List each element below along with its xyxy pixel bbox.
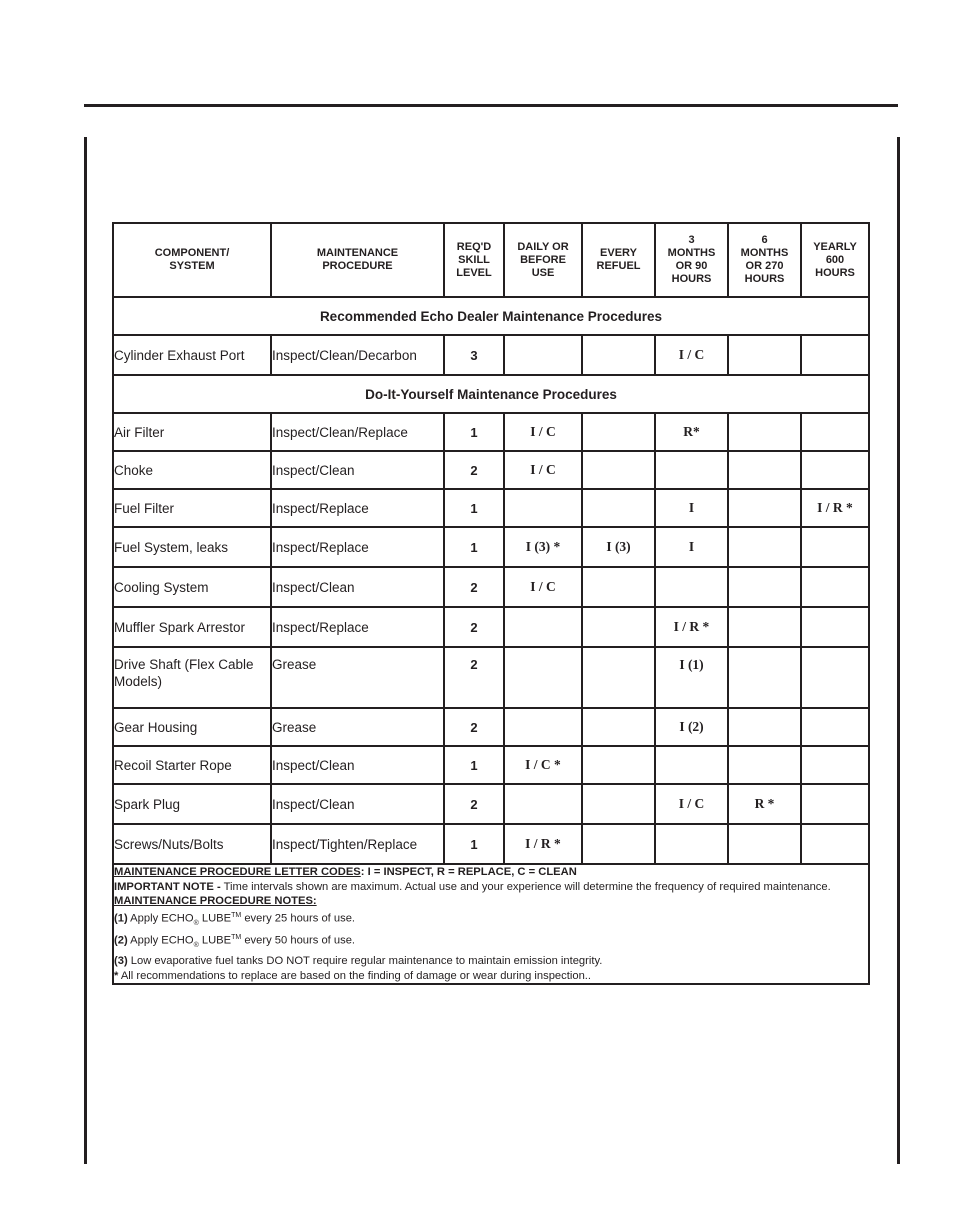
note-2: [114, 931, 868, 954]
yearly-cell: [801, 746, 869, 784]
letter-codes-label: MAINTENANCE PROCEDURE LETTER CODES: [114, 866, 361, 878]
yearly-cell: [801, 824, 869, 864]
daily-cell: I (3) *: [504, 527, 582, 567]
6-months-cell: [728, 451, 801, 489]
section-row-diy: [113, 375, 869, 413]
component-cell: Cooling System: [113, 567, 271, 607]
yearly-cell: [801, 527, 869, 567]
procedure-cell: Inspect/Replace: [271, 489, 444, 527]
header-daily: DAILY OR BEFORE USE: [504, 223, 582, 297]
skill-cell: 3: [444, 335, 504, 375]
refuel-cell: [582, 824, 655, 864]
refuel-cell: [582, 567, 655, 607]
table-row: [113, 527, 869, 567]
component-cell: Gear Housing: [113, 708, 271, 746]
trademark-mark: TM: [231, 911, 242, 919]
important-note-text: Time intervals shown are maximum. Actual use and your experience will determine the frequency of required maintenance.: [220, 880, 831, 893]
trademark-mark: TM: [231, 934, 242, 942]
3-months-cell: [655, 451, 728, 489]
header-row: [113, 223, 869, 297]
table-row: [113, 824, 869, 864]
note-star: [114, 969, 868, 984]
daily-cell: [504, 647, 582, 708]
6-months-cell: [728, 413, 801, 451]
refuel-cell: I (3): [582, 527, 655, 567]
procedure-cell: Inspect/Clean/Decarbon: [271, 335, 444, 375]
skill-cell: 2: [444, 607, 504, 647]
top-rule: [84, 104, 898, 107]
maintenance-table: [112, 222, 870, 985]
note-1-label: (1): [114, 912, 128, 925]
6-months-cell: [728, 567, 801, 607]
refuel-cell: [582, 746, 655, 784]
3-months-cell: [655, 746, 728, 784]
note-1-text-c: every 25 hours of use.: [241, 912, 356, 925]
letter-codes-text: : I = INSPECT, R = REPLACE, C = CLEAN: [360, 866, 577, 878]
table-row: [113, 451, 869, 489]
component-cell: Recoil Starter Rope: [113, 746, 271, 784]
header-component: COMPONENT/ SYSTEM: [113, 223, 271, 297]
component-cell: Spark Plug: [113, 784, 271, 824]
note-star-text: All recommendations to replace are based on the finding of damage or wear during inspection..: [118, 969, 592, 982]
table-row: [113, 567, 869, 607]
note-3-text: Low evaporative fuel tanks DO NOT require regular maintenance to maintain emission integrity.: [127, 954, 603, 967]
yearly-cell: [801, 335, 869, 375]
refuel-cell: [582, 708, 655, 746]
yearly-cell: [801, 451, 869, 489]
daily-cell: [504, 784, 582, 824]
registered-mark: ®: [193, 942, 199, 950]
refuel-cell: [582, 784, 655, 824]
table-row: [113, 489, 869, 527]
note-1-text-a: Apply ECHO: [127, 912, 194, 925]
yearly-cell: [801, 413, 869, 451]
procedure-cell: Grease: [271, 708, 444, 746]
skill-cell: 2: [444, 647, 504, 708]
component-cell: Choke: [113, 451, 271, 489]
header-skill-level: REQ'D SKILL LEVEL: [444, 223, 504, 297]
note-1-text-b: LUBE: [198, 912, 232, 925]
3-months-cell: [655, 567, 728, 607]
table-row: [113, 335, 869, 375]
letter-codes-line: [114, 865, 868, 880]
component-cell: Cylinder Exhaust Port: [113, 335, 271, 375]
section-title-diy: Do-It-Yourself Maintenance Procedures: [113, 375, 869, 413]
yearly-cell: [801, 647, 869, 708]
note-3: [114, 954, 868, 969]
skill-cell: 1: [444, 489, 504, 527]
table-row: [113, 708, 869, 746]
procedure-cell: Inspect/Clean: [271, 746, 444, 784]
right-margin-rule: [897, 137, 900, 1164]
skill-cell: 2: [444, 451, 504, 489]
refuel-cell: [582, 413, 655, 451]
daily-cell: I / C: [504, 451, 582, 489]
note-star-label: *: [114, 969, 119, 982]
header-procedure: MAINTENANCE PROCEDURE: [271, 223, 444, 297]
6-months-cell: [728, 746, 801, 784]
header-every-refuel: EVERY REFUEL: [582, 223, 655, 297]
note-2-label: (2): [114, 935, 128, 948]
component-cell: Muffler Spark Arrestor: [113, 607, 271, 647]
refuel-cell: [582, 451, 655, 489]
yearly-cell: [801, 567, 869, 607]
left-margin-rule: [84, 137, 87, 1164]
procedure-cell: Grease: [271, 647, 444, 708]
skill-cell: 1: [444, 527, 504, 567]
important-note-label: IMPORTANT NOTE -: [114, 880, 221, 893]
yearly-cell: I / R *: [801, 489, 869, 527]
table-row: [113, 746, 869, 784]
procedure-cell: Inspect/Clean: [271, 784, 444, 824]
header-yearly: YEARLY 600 HOURS: [801, 223, 869, 297]
note-3-label: (3): [114, 954, 128, 967]
section-title-dealer: Recommended Echo Dealer Maintenance Procedures: [113, 297, 869, 335]
procedure-cell: Inspect/Replace: [271, 527, 444, 567]
daily-cell: [504, 708, 582, 746]
daily-cell: I / C *: [504, 746, 582, 784]
3-months-cell: I / R *: [655, 607, 728, 647]
6-months-cell: [728, 335, 801, 375]
6-months-cell: [728, 607, 801, 647]
table-row: [113, 647, 869, 708]
6-months-cell: [728, 527, 801, 567]
3-months-cell: I / C: [655, 784, 728, 824]
refuel-cell: [582, 647, 655, 708]
daily-cell: I / R *: [504, 824, 582, 864]
section-row-dealer: [113, 297, 869, 335]
component-cell: Air Filter: [113, 413, 271, 451]
daily-cell: [504, 335, 582, 375]
6-months-cell: [728, 824, 801, 864]
3-months-cell: I / C: [655, 335, 728, 375]
6-months-cell: [728, 489, 801, 527]
notes-cell: [113, 864, 869, 984]
yearly-cell: [801, 708, 869, 746]
daily-cell: [504, 489, 582, 527]
3-months-cell: I (1): [655, 647, 728, 708]
daily-cell: I / C: [504, 567, 582, 607]
refuel-cell: [582, 607, 655, 647]
daily-cell: [504, 607, 582, 647]
procedure-cell: Inspect/Tighten/Replace: [271, 824, 444, 864]
3-months-cell: [655, 824, 728, 864]
3-months-cell: R*: [655, 413, 728, 451]
skill-cell: 1: [444, 746, 504, 784]
6-months-cell: R *: [728, 784, 801, 824]
component-cell: Drive Shaft (Flex Cable Models): [113, 647, 271, 708]
yearly-cell: [801, 607, 869, 647]
component-cell: Fuel Filter: [113, 489, 271, 527]
skill-cell: 1: [444, 413, 504, 451]
table-row: [113, 607, 869, 647]
header-6-months: 6 MONTHS OR 270 HOURS: [728, 223, 801, 297]
3-months-cell: I (2): [655, 708, 728, 746]
note-2-text-c: every 50 hours of use.: [241, 935, 356, 948]
6-months-cell: [728, 647, 801, 708]
daily-cell: I / C: [504, 413, 582, 451]
registered-mark: ®: [193, 919, 199, 927]
skill-cell: 2: [444, 567, 504, 607]
skill-cell: 2: [444, 708, 504, 746]
procedure-cell: Inspect/Clean: [271, 451, 444, 489]
important-note: [114, 880, 868, 895]
refuel-cell: [582, 335, 655, 375]
note-1: [114, 909, 868, 932]
6-months-cell: [728, 708, 801, 746]
table-row: [113, 784, 869, 824]
component-cell: Fuel System, leaks: [113, 527, 271, 567]
table-row: [113, 413, 869, 451]
skill-cell: 2: [444, 784, 504, 824]
header-3-months: 3 MONTHS OR 90 HOURS: [655, 223, 728, 297]
note-2-text-b: LUBE: [198, 935, 232, 948]
procedure-cell: Inspect/Clean/Replace: [271, 413, 444, 451]
skill-cell: 1: [444, 824, 504, 864]
yearly-cell: [801, 784, 869, 824]
component-cell: Screws/Nuts/Bolts: [113, 824, 271, 864]
procedure-notes-heading: MAINTENANCE PROCEDURE NOTES:: [114, 895, 317, 908]
3-months-cell: I: [655, 489, 728, 527]
procedure-cell: Inspect/Clean: [271, 567, 444, 607]
3-months-cell: I: [655, 527, 728, 567]
notes-row: [113, 864, 869, 984]
refuel-cell: [582, 489, 655, 527]
note-2-text-a: Apply ECHO: [127, 935, 194, 948]
procedure-cell: Inspect/Replace: [271, 607, 444, 647]
